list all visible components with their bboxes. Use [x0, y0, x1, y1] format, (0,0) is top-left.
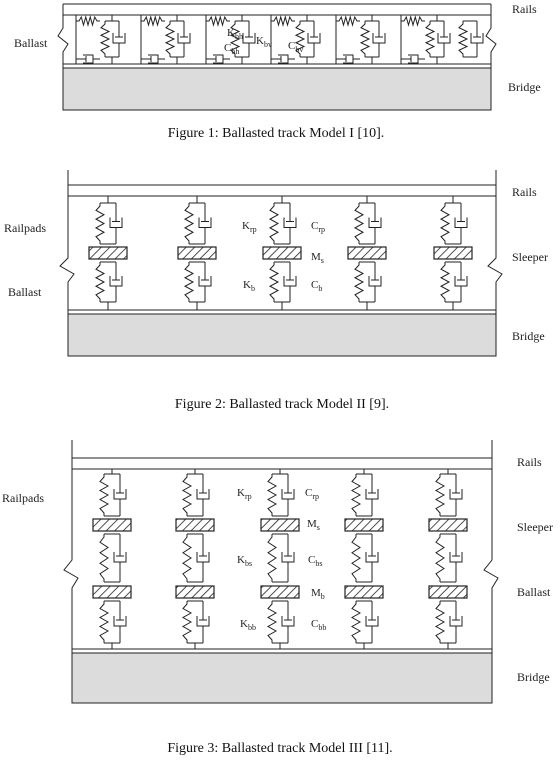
fig2-sleeper-mass: [348, 247, 386, 259]
damper-icon: [455, 203, 467, 244]
fig3-caption: Figure 3: Ballasted track Model III [11].: [167, 741, 393, 756]
spring-icon: [96, 262, 104, 302]
damper-icon: [438, 21, 450, 57]
damper-icon: [284, 203, 296, 244]
damper-icon: [369, 262, 381, 302]
damper-icon: [401, 55, 425, 63]
fig3-label-m-b: $M_b$: [311, 587, 325, 601]
fig3-subgrade-unit: [183, 601, 209, 643]
spring-icon: [183, 534, 191, 582]
fig3-label-c-bb: $C_{bb}$: [311, 618, 327, 632]
spring-icon: [271, 17, 295, 25]
spring-icon: [100, 534, 108, 582]
spring-icon: [436, 474, 444, 516]
fig1-caption: Figure 1: Ballasted track Model I [10].: [167, 126, 385, 141]
damper-icon: [373, 21, 385, 57]
fig1-label-k-bh: $K_{bh}$: [227, 27, 243, 41]
spring-icon: [185, 262, 193, 302]
damper-icon: [206, 55, 230, 63]
spring-icon: [270, 262, 278, 302]
damper-icon: [114, 534, 126, 582]
fig2-column: [434, 196, 472, 310]
fig3-sleeper-mass: [176, 519, 214, 531]
fig3-subgrade-unit: [100, 601, 126, 643]
spring-icon: [436, 601, 444, 643]
fig2-label-c-b: $C_b$: [311, 279, 323, 293]
spring-icon: [336, 17, 360, 25]
damper-icon: [141, 55, 165, 63]
fig2-label-rails: Rails: [512, 185, 537, 199]
fig1-cell: [141, 15, 190, 64]
fig3-subgrade-unit: [352, 601, 378, 643]
fig2-column: [263, 196, 301, 310]
fig1-label-c-bh: $C_{bh}$: [224, 42, 240, 56]
spring-icon: [268, 474, 276, 516]
spring-icon: [183, 601, 191, 643]
spring-icon: [270, 203, 278, 244]
spring-icon: [426, 21, 434, 57]
spring-icon: [441, 262, 449, 302]
damper-icon: [271, 55, 295, 63]
fig1-label-k-bv: $K_{bv}$: [256, 35, 272, 49]
fig3-label-k-bs: $K_{bs}$: [237, 554, 253, 568]
fig1-cell: [271, 15, 320, 64]
fig3-railpad-unit: [436, 474, 462, 516]
fig3-label-bridge: Bridge: [517, 670, 550, 684]
damper-icon: [114, 601, 126, 643]
fig3-sleeper-mass: [345, 519, 383, 531]
fig3-railpad-unit: [183, 474, 209, 516]
fig1-cell: [336, 15, 385, 64]
fig2-column: [348, 196, 386, 310]
spring-icon: [361, 21, 369, 57]
fig2-ballast-unit: [96, 262, 122, 302]
fig2-ballast-unit: [185, 262, 211, 302]
damper-icon: [366, 534, 378, 582]
fig2-label-k-b: $K_b$: [243, 279, 255, 293]
fig1-bridge-deck: [63, 68, 491, 110]
fig2-column: [178, 196, 216, 310]
damper-icon: [450, 601, 462, 643]
damper-icon: [114, 474, 126, 516]
fig2-column: [89, 196, 127, 310]
spring-icon: [166, 21, 174, 57]
fig3-ballast-unit: [352, 534, 378, 582]
fig2-ballast-unit: [355, 262, 381, 302]
damper-icon: [282, 601, 294, 643]
fig3-label-c-rp: $C_{rp}$: [305, 487, 320, 501]
damper-icon: [76, 55, 100, 63]
spring-icon: [436, 534, 444, 582]
fig3-column: [345, 469, 383, 649]
fig3-label-c-bs: $C_{bs}$: [308, 554, 323, 568]
damper-icon: [455, 262, 467, 302]
fig2-ballast-unit: [441, 262, 467, 302]
fig3-support-columns: [93, 469, 467, 649]
damper-icon: [110, 203, 122, 244]
fig3-label-railpads: Railpads: [2, 491, 44, 505]
fig2-railpad-unit: [355, 203, 381, 244]
fig3-ballast-mass: [93, 586, 131, 598]
fig3-sleeper-mass: [261, 519, 299, 531]
spring-icon: [268, 534, 276, 582]
spring-icon: [185, 203, 193, 244]
fig3-column: [261, 469, 299, 649]
fig3-railpad-unit: [352, 474, 378, 516]
fig3-label-sleeper: Sleeper: [517, 520, 553, 534]
fig2-label-c-rp: $C_{rp}$: [311, 220, 326, 234]
fig1-label-c-bv: $C_{bv}$: [288, 40, 304, 54]
fig3-sleeper-mass: [429, 519, 467, 531]
fig2-railpad-unit: [185, 203, 211, 244]
fig3-ballast-unit: [268, 534, 294, 582]
damper-icon: [199, 203, 211, 244]
damper-icon: [178, 21, 190, 57]
fig3-column: [176, 469, 214, 649]
damper-icon: [366, 601, 378, 643]
fig3-ballast-mass: [176, 586, 214, 598]
damper-icon: [199, 262, 211, 302]
fig2-railpad-unit: [96, 203, 122, 244]
spring-icon: [101, 21, 109, 57]
damper-icon: [243, 21, 255, 57]
damper-icon: [471, 21, 483, 57]
damper-icon: [282, 534, 294, 582]
damper-icon: [366, 474, 378, 516]
damper-icon: [336, 55, 360, 63]
fig1-spring-damper-cells: [76, 15, 483, 64]
spring-icon: [401, 17, 425, 25]
fig1-label-ballast: Ballast: [14, 36, 48, 50]
fig2-label-sleeper: Sleeper: [512, 250, 548, 264]
fig2-railpad-unit: [441, 203, 467, 244]
damper-icon: [197, 534, 209, 582]
damper-icon: [282, 474, 294, 516]
damper-icon: [450, 534, 462, 582]
fig3-label-rails: Rails: [517, 455, 542, 469]
fig3-ballast-unit: [436, 534, 462, 582]
spring-icon: [352, 474, 360, 516]
damper-icon: [308, 21, 320, 57]
spring-icon: [268, 601, 276, 643]
fig3-label-ballast: Ballast: [517, 585, 551, 599]
fig3-ballast-mass: [429, 586, 467, 598]
fig3-bridge-deck: [72, 653, 492, 703]
fig3-railpad-unit: [268, 474, 294, 516]
fig3-label-k-bb: $K_{bb}$: [240, 618, 256, 632]
fig2-ballast-unit: [270, 262, 296, 302]
damper-icon: [113, 21, 125, 57]
fig1-label-rails: Rails: [512, 2, 537, 16]
fig2-sleeper-mass: [89, 247, 127, 259]
fig3-ballast-mass: [261, 586, 299, 598]
damper-icon: [284, 262, 296, 302]
spring-icon: [100, 601, 108, 643]
fig3-ballast-mass: [345, 586, 383, 598]
spring-icon: [355, 262, 363, 302]
spring-icon: [441, 203, 449, 244]
fig3-sleeper-mass: [93, 519, 131, 531]
fig2-caption: Figure 2: Ballasted track Model II [9].: [174, 397, 390, 412]
fig2-support-columns: [89, 196, 472, 310]
spring-icon: [352, 601, 360, 643]
spring-icon: [355, 203, 363, 244]
fig2-bridge-deck: [68, 314, 496, 356]
fig3-column: [429, 469, 467, 649]
damper-icon: [197, 601, 209, 643]
figure-3: [2, 440, 553, 756]
damper-icon: [450, 474, 462, 516]
spring-icon: [96, 203, 104, 244]
fig2-label-bridge: Bridge: [512, 329, 545, 343]
spring-icon: [206, 17, 230, 25]
fig3-railpad-unit: [100, 474, 126, 516]
fig1-cell: [206, 15, 255, 64]
fig3-ballast-unit: [100, 534, 126, 582]
spring-icon: [459, 21, 467, 57]
fig1-label-bridge: Bridge: [508, 80, 541, 94]
fig2-sleeper-mass: [434, 247, 472, 259]
fig3-label-k-rp: $K_{rp}$: [237, 487, 252, 501]
fig3-subgrade-unit: [436, 601, 462, 643]
fig2-label-ballast: Ballast: [8, 285, 42, 299]
fig2-railpad-unit: [270, 203, 296, 244]
fig1-cell: [401, 15, 450, 64]
fig3-subgrade-unit: [268, 601, 294, 643]
spring-icon: [141, 17, 165, 25]
fig1-cell: [76, 15, 125, 64]
spring-icon: [352, 534, 360, 582]
fig3-column: [93, 469, 131, 649]
fig3-ballast-unit: [183, 534, 209, 582]
spring-icon: [100, 474, 108, 516]
fig3-label-m-s: $M_s$: [307, 518, 320, 532]
damper-icon: [110, 262, 122, 302]
spring-icon: [183, 474, 191, 516]
fig2-sleeper-mass: [263, 247, 301, 259]
damper-icon: [369, 203, 381, 244]
fig2-label-railpads: Railpads: [4, 221, 46, 235]
figure-1: [14, 2, 541, 141]
damper-icon: [197, 474, 209, 516]
fig2-sleeper-mass: [178, 247, 216, 259]
spring-icon: [76, 17, 100, 25]
fig2-label-k-rp: $K_{rp}$: [242, 220, 257, 234]
fig2-label-m-s: $M_s$: [311, 251, 324, 265]
figure-2: [4, 170, 548, 412]
